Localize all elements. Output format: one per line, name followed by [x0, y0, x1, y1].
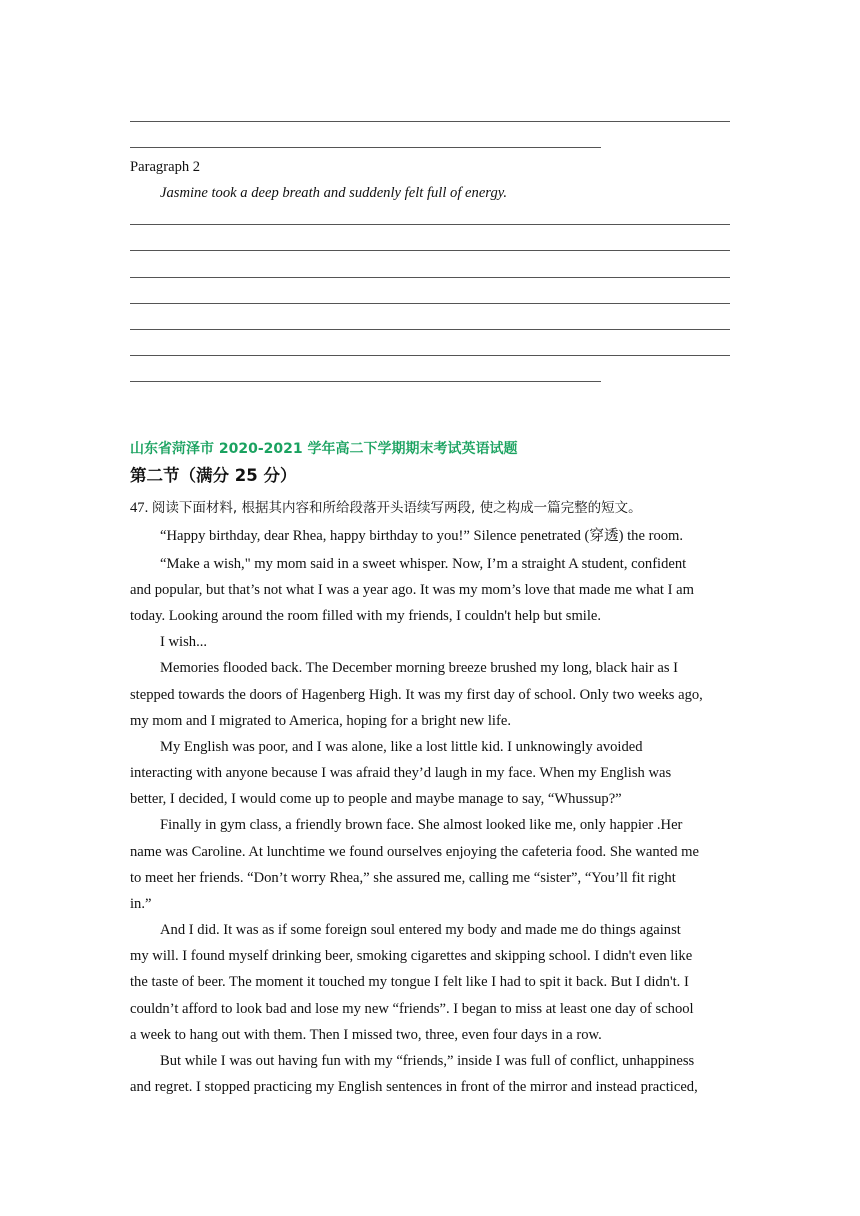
story-line: Finally in gym class, a friendly brown face. She almost looked like me, only happier .Her [160, 817, 683, 833]
paragraph-label: Paragraph 2 [130, 159, 201, 175]
story-line: to meet her friends. “Don’t worry Rhea,” she assured me, calling me “sister”, “You’ll fit right [130, 870, 676, 886]
story-line: My English was poor, and I was alone, like a lost little kid. I unknowingly avoided [160, 739, 643, 755]
story-line: name was Caroline. At lunchtime we found ourselves enjoying the cafeteria food. She wanted me [130, 844, 699, 860]
answer-line [130, 121, 730, 122]
story-line: the taste of beer. The moment it touched my tongue I felt like I had to spit it back. But I didn't. I [130, 974, 689, 990]
story-line: But while I was out having fun with my “friends,” inside I was full of conflict, unhappiness [160, 1053, 695, 1069]
answer-line [130, 303, 730, 304]
story-line: in.” [130, 896, 152, 912]
story-line: And I did. It was as if some foreign soul entered my body and made me do things against [160, 922, 681, 938]
story-line: interacting with anyone because I was afraid they’d laugh in my face. When my English was [130, 765, 672, 781]
story-line: today. Looking around the room filled with my friends, I couldn't help but smile. [130, 608, 602, 624]
story-line: better, I decided, I would come up to people and maybe manage to say, “Whussup?” [130, 791, 622, 807]
story-line: stepped towards the doors of Hagenberg High. It was my first day of school. Only two weeks ago, [130, 687, 703, 703]
story-line: and regret. I stopped practicing my English sentences in front of the mirror and instead practiced, [130, 1079, 698, 1095]
question-number: 47. [130, 500, 149, 516]
story-line: my mom and I migrated to America, hoping for a bright new life. [130, 713, 511, 729]
story-line: “Make a wish," my mom said in a sweet whisper. Now, I’m a straight A student, confident [160, 556, 687, 572]
story-line: couldn’t afford to look bad and lose my new “friends”. I began to miss at least one day of school [130, 1001, 694, 1017]
story-line: “Happy birthday, dear Rhea, happy birthday to you!” Silence penetrated (穿透) the room. [160, 528, 684, 544]
answer-line [130, 224, 730, 225]
answer-line [130, 355, 730, 356]
paragraph-opening-sentence: Jasmine took a deep breath and suddenly felt full of energy. [160, 185, 508, 201]
answer-line [130, 381, 601, 382]
story-line: I wish... [160, 634, 208, 650]
answer-line [130, 250, 730, 251]
story-line: a week to hang out with them. Then I missed two, three, even four days in a row. [130, 1027, 602, 1043]
answer-line [130, 147, 601, 148]
story-line: my will. I found myself drinking beer, smoking cigarettes and skipping school. I didn't even like [130, 948, 693, 964]
answer-line [130, 329, 730, 330]
exam-source-title: 山东省菏泽市 2020-2021 学年高二下学期期末考试英语试题 [130, 441, 518, 457]
section-title: 第二节（满分 25 分） [130, 466, 297, 485]
story-line: Memories flooded back. The December morning breeze brushed my long, black hair as I [160, 660, 679, 676]
story-line: and popular, but that’s not what I was a year ago. It was my mom’s love that made me what I am [130, 582, 694, 598]
answer-line [130, 277, 730, 278]
question-instruction: 阅读下面材料, 根据其内容和所给段落开头语续写两段, 使之构成一篇完整的短文。 [151, 500, 642, 516]
question-header [130, 496, 642, 517]
